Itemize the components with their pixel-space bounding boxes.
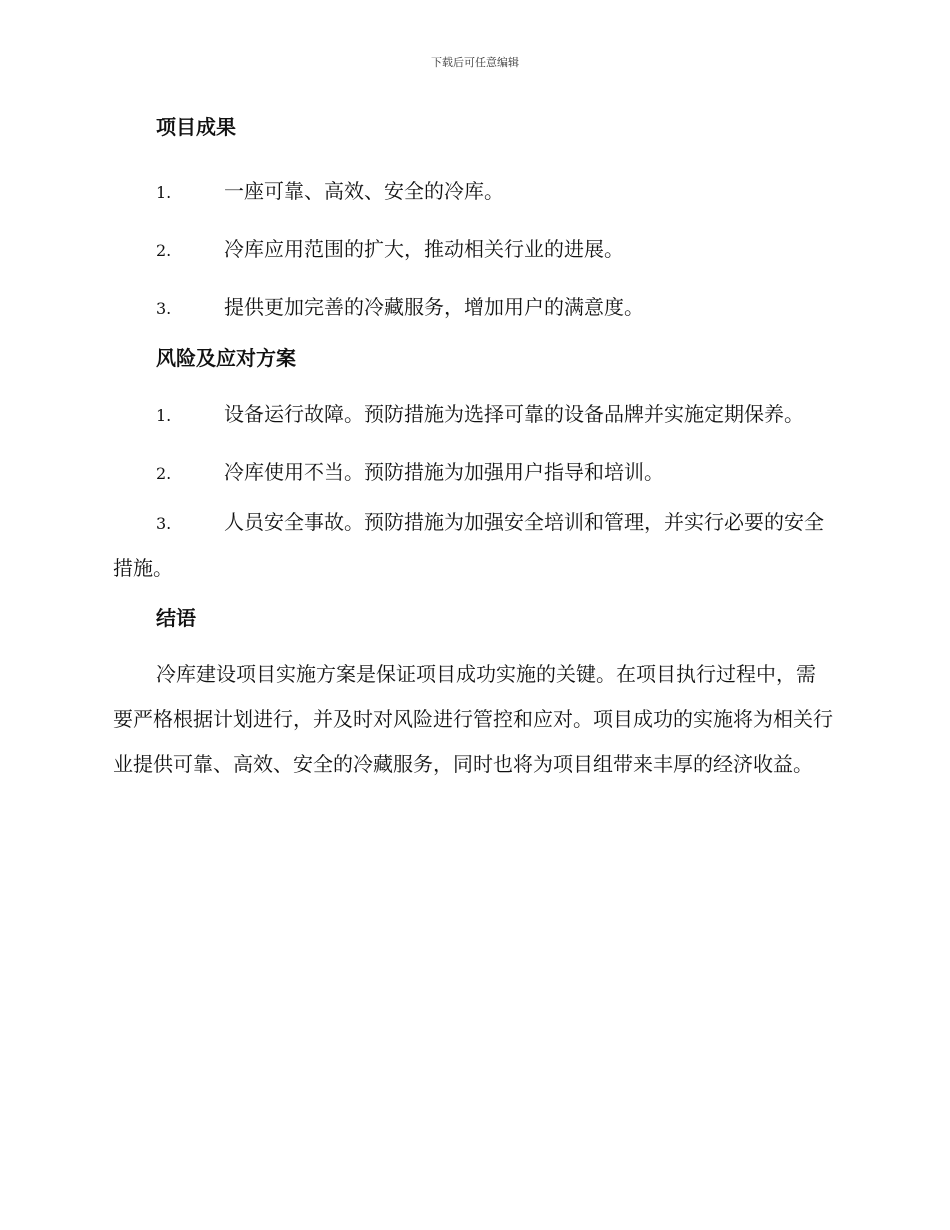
- list-number: 2.: [156, 464, 172, 483]
- list-number: 1.: [156, 183, 172, 202]
- section-title-risks: 风险及应对方案: [156, 346, 296, 370]
- list-number: 3.: [156, 299, 172, 318]
- list-text: 冷库使用不当。预防措施为加强用户指导和培训。: [224, 460, 664, 484]
- list-text: 冷库应用范围的扩大，推动相关行业的进展。: [224, 237, 624, 261]
- list-text: 提供更加完善的冷藏服务，增加用户的满意度。: [224, 295, 644, 319]
- list-number: 1.: [156, 406, 172, 425]
- document-body: [113, 112, 835, 787]
- list-number: 3.: [156, 514, 172, 533]
- header-note: 下载后可任意编辑: [431, 56, 519, 69]
- list-item: [113, 500, 835, 591]
- list-item: [113, 227, 835, 273]
- list-text: 人员安全事故。预防措施为加强安全培训和管理，并实行必要的安全措施。: [113, 510, 824, 580]
- list-number: 2.: [156, 241, 172, 260]
- section-title-conclusion: 结语: [156, 606, 196, 630]
- list-item: [113, 169, 835, 215]
- list-text: 设备运行故障。预防措施为选择可靠的设备品牌并实施定期保养。: [224, 402, 804, 426]
- conclusion-paragraph: 冷库建设项目实施方案是保证项目成功实施的关键。在项目执行过程中，需要严格根据计划进行，并及时对风险进行管控和应对。项目成功的实施将为相关行业提供可靠、高效、安全的冷藏服务，同时也将为项目组带来丰厚的经济收益。: [113, 662, 833, 776]
- list-item: [113, 392, 835, 438]
- list-text: 一座可靠、高效、安全的冷库。: [224, 179, 504, 203]
- list-item: [113, 450, 835, 496]
- section-title-results: 项目成果: [156, 115, 236, 139]
- list-item: [113, 285, 835, 331]
